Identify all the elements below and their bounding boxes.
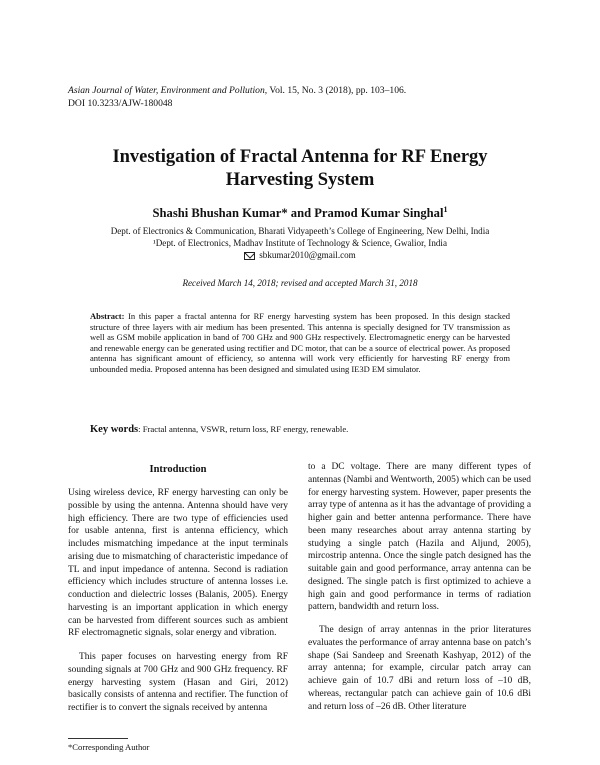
paragraph: Using wireless device, RF energy harvesting can only be possible by using the antenna. Antenna should have very high efficiency. There are two type of efficiencies used for usable antenna, first is antenna efficiency, which includes mismatching impedance at the input terminals arising due to mismatching of characteristic impedance of TL and input impedance of antenna. Second is radiation efficiency which includes structure of antenna losses i.e. conduction and dielectric losses (Balanis, 2005). Energy harvesting is an important application in which energy can be harvested from different sources such as ambient RF electromagnetic signals, solar energy and vibration.	[68, 488, 288, 639]
paragraph: to a DC voltage. There are many different types of antennas (Nambi and Wentworth, 2005) which can be used for energy harvesting system. However, paper presents the array type of antenna as it has the advantage of providing a higher gain and better antenna performance. There have been many researches about array antenna starting by studying a single patch (Hazila and Aljund, 2005), mircostrip antenna. Once the single patch designed has the suitable gain and good performance, array antenna can be designed. The single patch is first optimized to achieve a high gain and good performance in terms of radiation pattern, bandwidth and return loss.	[308, 462, 532, 613]
section-heading-introduction: Introduction	[149, 464, 207, 475]
paper-title	[60, 146, 540, 192]
affiliation-1: Dept. of Electronics & Communication, Bharati Vidyapeeth’s College of Engineering, New Delhi, India	[110, 226, 490, 236]
keywords	[90, 423, 520, 436]
left-column	[68, 461, 288, 715]
author-2-affiliation-mark: 1	[443, 204, 448, 214]
author-conjunction: and	[287, 206, 315, 220]
footnote-divider	[68, 738, 128, 739]
corresponding-author-footnote: *Corresponding Author	[68, 742, 150, 752]
journal-name: Asian Journal of Water, Environment and Pollution,	[68, 85, 268, 96]
doi: DOI 10.3233/AJW-180048	[68, 98, 173, 109]
affiliation-2: ¹Dept. of Electronics, Madhav Institute of Technology & Science, Gwalior, India	[153, 238, 447, 249]
received-dates: Received March 14, 2018; revised and accepted March 31, 2018	[182, 278, 418, 288]
affiliations	[40, 225, 560, 262]
author-2: Pramod Kumar Singhal	[314, 206, 444, 220]
abstract	[90, 311, 510, 374]
right-column	[308, 461, 531, 713]
title-line-1: Investigation of Fractal Antenna for RF Energy	[112, 147, 488, 167]
title-line-2: Harvesting System	[225, 170, 375, 190]
journal-header	[68, 84, 406, 110]
author-list	[60, 205, 540, 221]
abstract-text: In this paper a fractal antenna for RF energy harvesting system has been proposed. In this design stacked structure of three layers with air medium has been presented. This antenna is specially designed for TV transmission as well as GSM mobile application in band of 700 GHz and 900 GHz respectively. Electromagnetic energy can be harvested and renewable energy can be generated using rectifier and DC motor, that can be a source of electrical power. As proposed antenna has significant amount of efficiency, so antenna will work very efficiently for harvesting RF energy from unbounded media. Proposed antenna has been designed and simulated using IE3D EM simulator.	[90, 311, 510, 374]
abstract-label: Abstract:	[90, 311, 125, 321]
author-1: Shashi Bhushan Kumar*	[152, 206, 288, 220]
paragraph: This paper focuses on harvesting energy from RF sounding signals at 700 GHz and 900 GHz frequency. RF energy harvesting system (Hasan and Giri, 2012) basically consists of antenna and rectifier. The function of rectifier is to convert the signals received by antenna	[68, 652, 288, 713]
journal-citation: Vol. 15, No. 3 (2018), pp. 103–106.	[267, 85, 407, 96]
keywords-text: : Fractal antenna, VSWR, return loss, RF energy, renewable.	[138, 424, 349, 434]
paragraph: The design of array antennas in the prior literatures evaluates the performance of array antenna base on patch’s shape (Sai Sandeep and Sreenath Kashyap, 2012) of the array antenna; for example, circular patch array can achieve gain of 10.7 dBi and return loss of –10 dB, whereas, rectangular patch can achieve gain of 10.6 dBi and return loss of –26 dB. Other literature	[308, 625, 531, 712]
email-line	[40, 249, 560, 261]
email-address[interactable]: sbkumar2010@gmail.com	[259, 250, 356, 261]
keywords-label: Key words	[90, 424, 139, 435]
envelope-icon	[244, 252, 255, 260]
